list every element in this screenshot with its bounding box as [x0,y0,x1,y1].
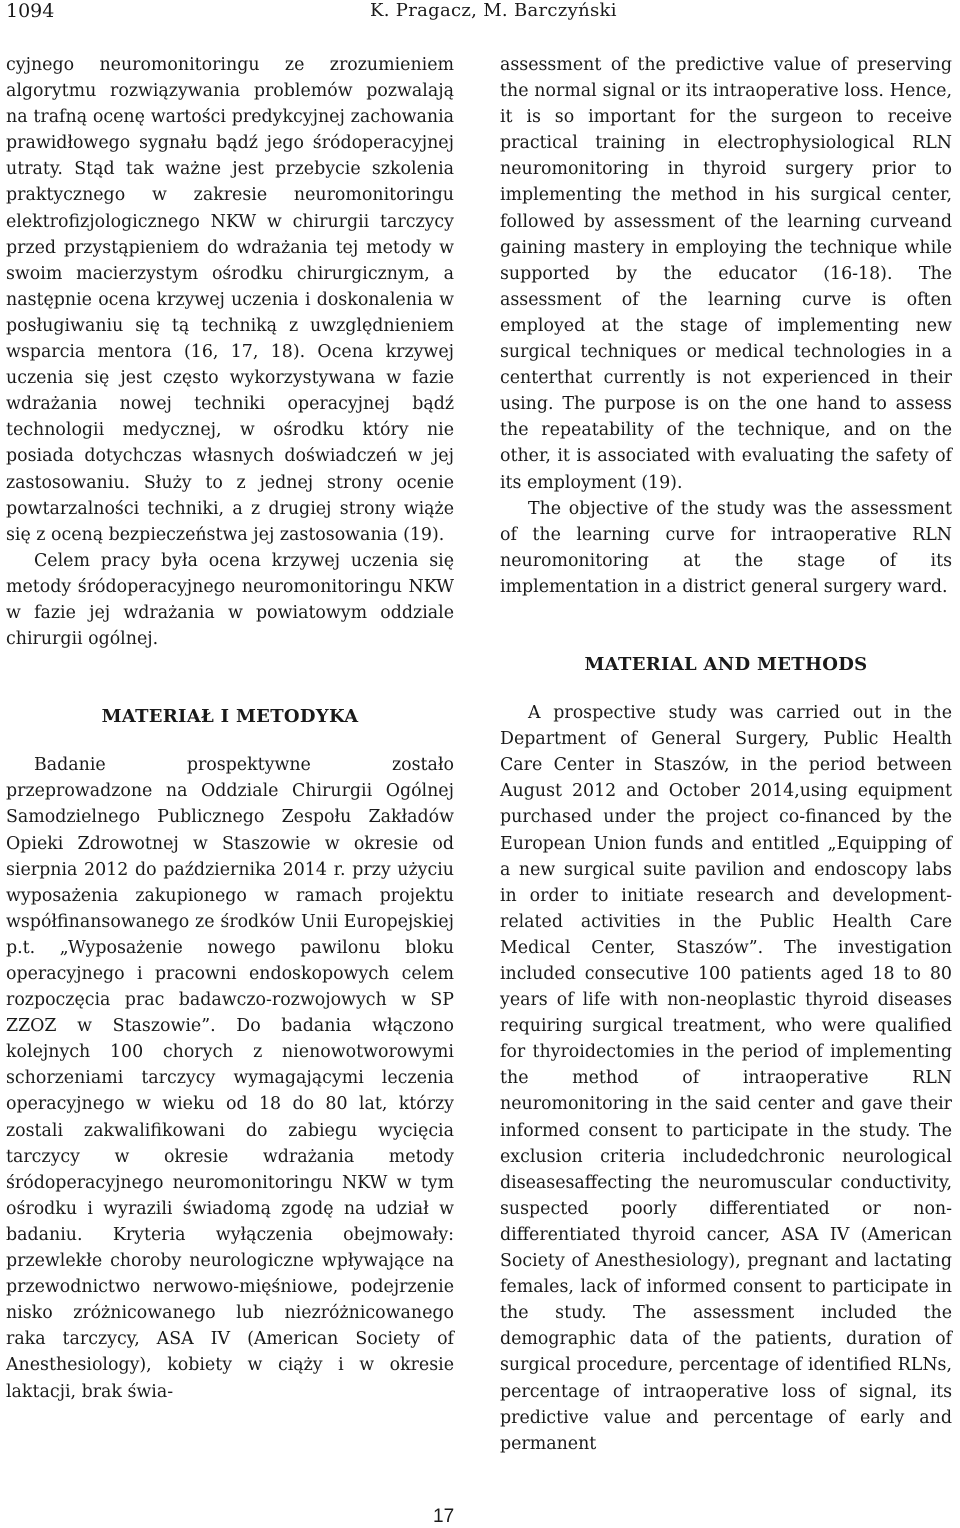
page-number: 1094 [6,0,55,22]
running-head: K. Pragacz, M. Barczyński [370,0,617,21]
section-heading-en: MATERIAL AND METHODS [584,653,868,675]
footer-page-number: 17 [433,1506,455,1527]
page-header [0,0,960,32]
right-column-english [500,52,952,1457]
left-column-polish [6,52,454,1405]
intro-paragraph-en: assessment of the predictive value of preserving the normal signal or its intraoperative loss. Hence, it is so important for the surgeon to receive practical training in electrophysiological RLN neuromonitoring in thyroid surgery prior to implementing the method in his surgical center, followed by assessment of the learning curveand gaining mastery in employing the technique while supported by the educator (16-18). The assessment of the learning curve is often employed at the stage of implementing new surgical techniques or medical technologies in a centerthat currently is not experienced in their using. The purpose is on the one hand to assess the repeatability of the technique, and on the other, it is associated with evaluating the safety of its employment (19). [500,55,952,493]
aim-paragraph-pl: Celem pracy była ocena krzywej uczenia się metody śródoperacyjnego neuromonitoringu NKW w fazie jej wdrażania w powiatowym oddziale chirurgii ogólnej. [6,550,454,650]
methods-paragraph-pl: Badanie prospektywne zostało przeprowadzone na Oddziale Chirurgii Ogólnej Samodzielnego Publicznego Zespołu Zakładów Opieki Zdrowotnej w Staszowie w okresie od sierpnia 2012 do października 2014 r. przy użyciu wyposażenia zakupionego w ramach projektu współfinansowanego ze środków Unii Europejskiej p.t. „Wyposażenie nowego pawilonu bloku operacyjnego i pracowni endoskopowych celem rozpoczęcia prac badawczo-rozwojowych w SP ZZOZ w Staszowie”. Do badania włączono kolejnych 100 chorych z nienowotworowymi schorzeniami tarczycy wymagającymi leczenia operacyjnego w wieku od 18 do 80 lat, którzy zostali zakwalifikowani do zabiegu wycięcia tarczycy w okresie wdrażania metody śródoperacyjnego neuromonitoringu NKW w tym ośrodku i wyrazili świadomą zgodę na udział w badaniu. Kryteria wyłączenia obejmowały: przewlekłe choroby neurologiczne wpływające na przewodnictwo nerwowo-mięśniowe, podejrzenie nisko zróżnicowanego lub niezróżnicowanego raka tarczycy, ASA IV (American Society of Anesthesiology), kobiety w ciąży i w okresie laktacji, brak świa- [6,755,454,1402]
methods-paragraph-en: A prospective study was carried out in the Department of General Surgery, Public Health Care Center in Staszów, in the period between August 2012 and October 2014,using equipment purchased under the project co-financed by the European Union funds and entitled „Equipping of a new surgical suite pavilion and endoscopy labs in order to initiate research and development-related activities in the Public Health Care Medical Center, Staszów”. The investigation included consecutive 100 patients aged 18 to 80 years of life with non-neoplastic thyroid diseases requiring surgical treatment, who were qualified for thyroidectomies in the period of implementing the method of intraoperative RLN neuromonitoring in the said center and gave their informed consent to participate in the study. The exclusion criteria includedchronic neurological diseasesaffecting the neuromuscular conductivity, suspected poorly differentiated or non-differentiated thyroid cancer, ASA IV (American Society of Anesthesiology), pregnant and lactating females, lack of informed consent to participate in the study. The assessment included the demographic data of the patients, duration of surgical procedure, percentage of identified RLNs, percentage of intraoperative loss of signal, its predictive value and percentage of early and permanent [500,703,952,1454]
aim-paragraph-en: The objective of the study was the assessment of the learning curve for intraoperative RLN neuromonitoring at the stage of its implementation in a district general surgery ward. [500,498,952,597]
section-heading-pl: MATERIAŁ I METODYKA [101,706,359,728]
intro-paragraph-pl: cyjnego neuromonitoringu ze zrozumieniem algorytmu rozwiązywania problemów pozwalają na trafną ocenę wartości predykcyjnej zachowania prawidłowego sygnału bądź jego śródoperacyjnej utraty. Stąd tak ważne jest przebycie szkolenia praktycznego w zakresie neuromonitoringu elektrofizjologicznego NKW w chirurgii tarczycy przed przystąpieniem do wdrażania tej metody w swoim macierzystym ośrodku chirurgicznym, a następnie ocena krzywej uczenia i doskonalenia w posługiwaniu się tą techniką z uwzględnieniem wsparcia mentora (16, 17, 18). Ocena krzywej uczenia się jest często wykorzystywana w fazie wdrażania nowej techniki operacyjnej bądź technologii medycznej, w ośrodku który nie posiada dotychczas własnych doświadczeń w jej zastosowaniu. Służy to z jednej strony ocenie powtarzalności techniki, a z drugiej strony wiąże się z oceną bezpieczeństwa jej zastosowania (19). [6,55,454,545]
